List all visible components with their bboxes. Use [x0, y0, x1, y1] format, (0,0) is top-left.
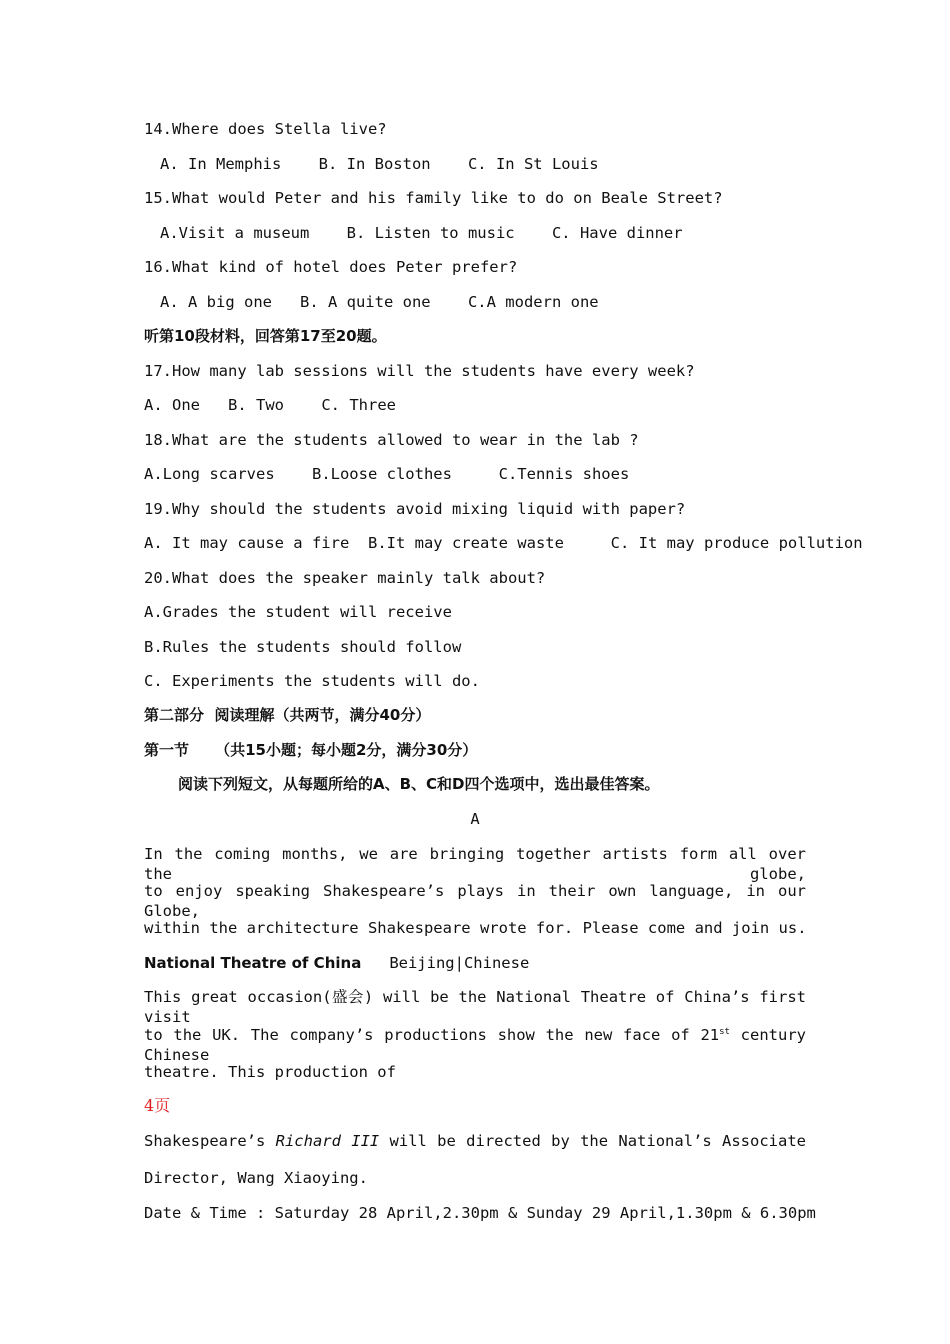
option-c: C. It may produce pollution [610, 534, 863, 552]
question-16-options [160, 292, 599, 312]
option-a: A.Long scarves [144, 465, 275, 483]
ordinal-suffix: st [719, 1027, 730, 1037]
question-14-options [160, 154, 599, 174]
question-15-options [160, 223, 683, 243]
date-time: Date & Time : Saturday 28 April,2.30pm & Sunday 29 April,1.30pm & 6.30pm [144, 1204, 816, 1222]
question-17-stem: 17.How many lab sessions will the students have every week? [144, 362, 695, 380]
section-10-heading: 听第10段材料，回答第17至20题。 [144, 327, 387, 345]
desc-line-3: theatre. This production of [144, 1063, 396, 1081]
intro-line-3: within the architecture Shakespeare wrote for. Please come and join us. [144, 919, 807, 937]
desc2-line-1 [144, 1131, 806, 1151]
option-a: A. In Memphis [160, 155, 282, 173]
option-c: C.Tennis shoes [498, 465, 630, 483]
question-17-options [144, 395, 396, 415]
question-14-stem: 14.Where does Stella live? [144, 120, 387, 138]
option-b: B. A quite one [299, 293, 431, 311]
question-16-stem: 16.What kind of hotel does Peter prefer? [144, 258, 518, 276]
question-18-options [144, 464, 629, 484]
option-b: B. Two [228, 396, 284, 414]
question-20-option-c: C. Experiments the students will do. [144, 672, 480, 690]
page-marker: 4页 [144, 1096, 171, 1115]
passage-label: A [470, 810, 480, 828]
question-20-stem: 20.What does the speaker mainly talk about? [144, 569, 546, 587]
option-a: A. It may cause a fire [144, 534, 350, 552]
option-b: B. Listen to music [346, 224, 515, 242]
intro-line-1: In the coming months, we are bringing together artists form all over the globe, [144, 845, 806, 883]
section-1-heading: 第一节 （共15小题；每小题2分，满分30分） [144, 741, 478, 759]
part-2-heading: 第二部分 阅读理解（共两节，满分40分） [144, 706, 431, 724]
option-a: A. A big one [160, 293, 272, 311]
company-heading [144, 953, 529, 973]
desc2-line-2: Director, Wang Xiaoying. [144, 1169, 368, 1187]
desc-line-2-text: to the UK. The company’s productions show the new face of 21 [144, 1026, 720, 1044]
option-c: C. Have dinner [551, 224, 683, 242]
desc2-tail: will be directed by the National’s Associate [379, 1132, 806, 1150]
company-meta: Beijing|Chinese [389, 954, 530, 972]
question-20-option-b: B.Rules the students should follow [144, 638, 462, 656]
question-20-option-a: A.Grades the student will receive [144, 603, 452, 621]
option-c: C. Three [321, 396, 396, 414]
question-18-stem: 18.What are the students allowed to wear in the lab ? [144, 431, 639, 449]
desc-line-2-tail: century Chinese [144, 1026, 806, 1064]
option-c: C.A modern one [467, 293, 599, 311]
question-19-stem: 19.Why should the students avoid mixing liquid with paper? [144, 500, 686, 518]
option-b: B.It may create waste [367, 534, 564, 552]
question-15-stem: 15.What would Peter and his family like to do on Beale Street? [144, 189, 723, 207]
play-title: Richard III [275, 1132, 380, 1150]
question-19-options [144, 533, 863, 553]
desc2-text: Shakespeare’s [144, 1132, 276, 1150]
option-b: B. In Boston [318, 155, 431, 173]
option-b: B.Loose clothes [311, 465, 452, 483]
desc-line-2 [144, 1025, 806, 1065]
reading-instruction: 阅读下列短文，从每题所给的A、B、C和D四个选项中，选出最佳答案。 [178, 775, 660, 793]
option-a: A.Visit a museum [160, 224, 310, 242]
option-a: A. One [144, 396, 200, 414]
company-name: National Theatre of China [144, 954, 362, 972]
option-c: C. In St Louis [467, 155, 599, 173]
desc-line-1: This great occasion(盛会) will be the National Theatre of China’s first visit [144, 988, 806, 1026]
intro-line-2: to enjoy speaking Shakespeare’s plays in their own language, in our Globe, [144, 882, 806, 920]
